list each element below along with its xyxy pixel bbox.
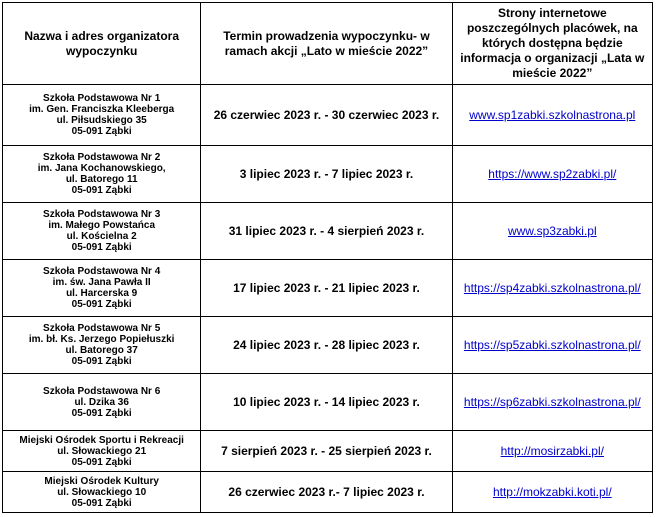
organizer-line: Szkoła Podstawowa Nr 3 <box>43 209 161 220</box>
organizer-cell <box>3 203 201 260</box>
organizer-line: 05-091 Ząbki <box>71 456 132 468</box>
website-link[interactable]: https://sp5zabki.szkolnastrona.pl/ <box>463 338 641 352</box>
website-link[interactable]: https://sp4zabki.szkolnastrona.pl/ <box>463 281 641 295</box>
organizer-line: ul. Słowackiego 21 <box>57 445 147 457</box>
table-row <box>3 85 653 146</box>
organizer-line: Szkoła Podstawowa Nr 1 <box>43 93 161 104</box>
organizer-cell <box>3 317 201 374</box>
term-cell: 7 sierpień 2023 r. - 25 sierpień 2023 r. <box>201 431 452 472</box>
table-row <box>3 472 653 513</box>
website-cell <box>452 260 652 317</box>
organizer-line: 05-091 Ząbki <box>71 407 132 419</box>
term-cell: 10 lipiec 2023 r. - 14 lipiec 2023 r. <box>201 374 452 431</box>
website-cell <box>452 146 652 203</box>
organizer-cell <box>3 472 201 513</box>
organizer-line: Szkoła Podstawowa Nr 4 <box>43 266 161 277</box>
organizer-line: Szkoła Podstawowa Nr 2 <box>43 152 161 163</box>
organizer-line: 05-091 Ząbki <box>71 126 132 137</box>
term-cell: 31 lipiec 2023 r. - 4 sierpień 2023 r. <box>201 203 452 260</box>
organizer-cell <box>3 85 201 146</box>
organizer-line: Miejski Ośrodek Sportu i Rekreacji <box>19 434 184 446</box>
organizer-line: Szkoła Podstawowa Nr 5 <box>43 323 161 334</box>
header-term: Termin prowadzenia wypoczynku- w ramach akcji „Lato w mieście 2022” <box>201 3 452 85</box>
term-cell: 17 lipiec 2023 r. - 21 lipiec 2023 r. <box>201 260 452 317</box>
camp-schedule-table <box>2 2 653 513</box>
organizer-cell <box>3 260 201 317</box>
organizer-line: ul. Słowackiego 10 <box>57 486 147 498</box>
organizer-line: 05-091 Ząbki <box>71 497 132 509</box>
website-cell <box>452 317 652 374</box>
organizer-line: Szkoła Podstawowa Nr 6 <box>43 385 161 397</box>
header-organizer: Nazwa i adres organizatora wypoczynku <box>3 3 201 85</box>
organizer-line: 05-091 Ząbki <box>71 185 132 196</box>
table-row <box>3 374 653 431</box>
table-row <box>3 317 653 374</box>
organizer-line: Miejski Ośrodek Kultury <box>44 475 159 487</box>
website-cell <box>452 472 652 513</box>
organizer-line: 05-091 Ząbki <box>71 299 132 310</box>
organizer-line: im. Jana Kochanowskiego, <box>37 163 166 174</box>
table-row <box>3 203 653 260</box>
term-cell: 26 czerwiec 2023 r.- 7 lipiec 2023 r. <box>201 472 452 513</box>
website-cell <box>452 203 652 260</box>
term-cell: 26 czerwiec 2023 r. - 30 czerwiec 2023 r. <box>201 85 452 146</box>
website-link[interactable]: http://mokzabki.koti.pl/ <box>492 485 612 499</box>
term-cell: 24 lipiec 2023 r. - 28 lipiec 2023 r. <box>201 317 452 374</box>
table-row <box>3 260 653 317</box>
website-link[interactable]: www.sp3zabki.pl <box>507 224 597 238</box>
organizer-line: ul. Piłsudskiego 35 <box>56 115 147 126</box>
organizer-line: ul. Batorego 37 <box>65 345 138 356</box>
organizer-line: ul. Harcerska 9 <box>66 288 138 299</box>
header-websites: Strony internetowe poszczególnych placówek, na których dostępna będzie informacja o organizacji „Lata w mieście 2022” <box>452 3 652 85</box>
organizer-line: im. Gen. Franciszka Kleeberga <box>29 104 175 115</box>
website-link[interactable]: https://sp6zabki.szkolnastrona.pl/ <box>463 395 641 409</box>
website-cell <box>452 85 652 146</box>
organizer-line: 05-091 Ząbki <box>71 356 132 367</box>
organizer-line: ul. Kościelna 2 <box>66 231 137 242</box>
website-link[interactable]: https://www.sp2zabki.pl/ <box>488 167 617 181</box>
organizer-line: 05-091 Ząbki <box>71 242 132 253</box>
website-link[interactable]: http://mosirzabki.pl/ <box>500 444 604 458</box>
organizer-line: im. bł. Ks. Jerzego Popiełuszki <box>28 334 175 345</box>
organizer-line: ul. Batorego 11 <box>65 174 138 185</box>
website-link[interactable]: www.sp1zabki.szkolnastrona.pl <box>469 108 636 122</box>
table-row <box>3 146 653 203</box>
table-row <box>3 431 653 472</box>
organizer-cell <box>3 374 201 431</box>
organizer-cell <box>3 431 201 472</box>
organizer-line: im. Małego Powstańca <box>48 220 156 231</box>
organizer-cell <box>3 146 201 203</box>
website-cell <box>452 431 652 472</box>
organizer-line: ul. Dzika 36 <box>74 396 129 408</box>
term-cell: 3 lipiec 2023 r. - 7 lipiec 2023 r. <box>201 146 452 203</box>
website-cell <box>452 374 652 431</box>
table-header-row <box>3 3 653 85</box>
organizer-line: im. św. Jana Pawła II <box>52 277 151 288</box>
